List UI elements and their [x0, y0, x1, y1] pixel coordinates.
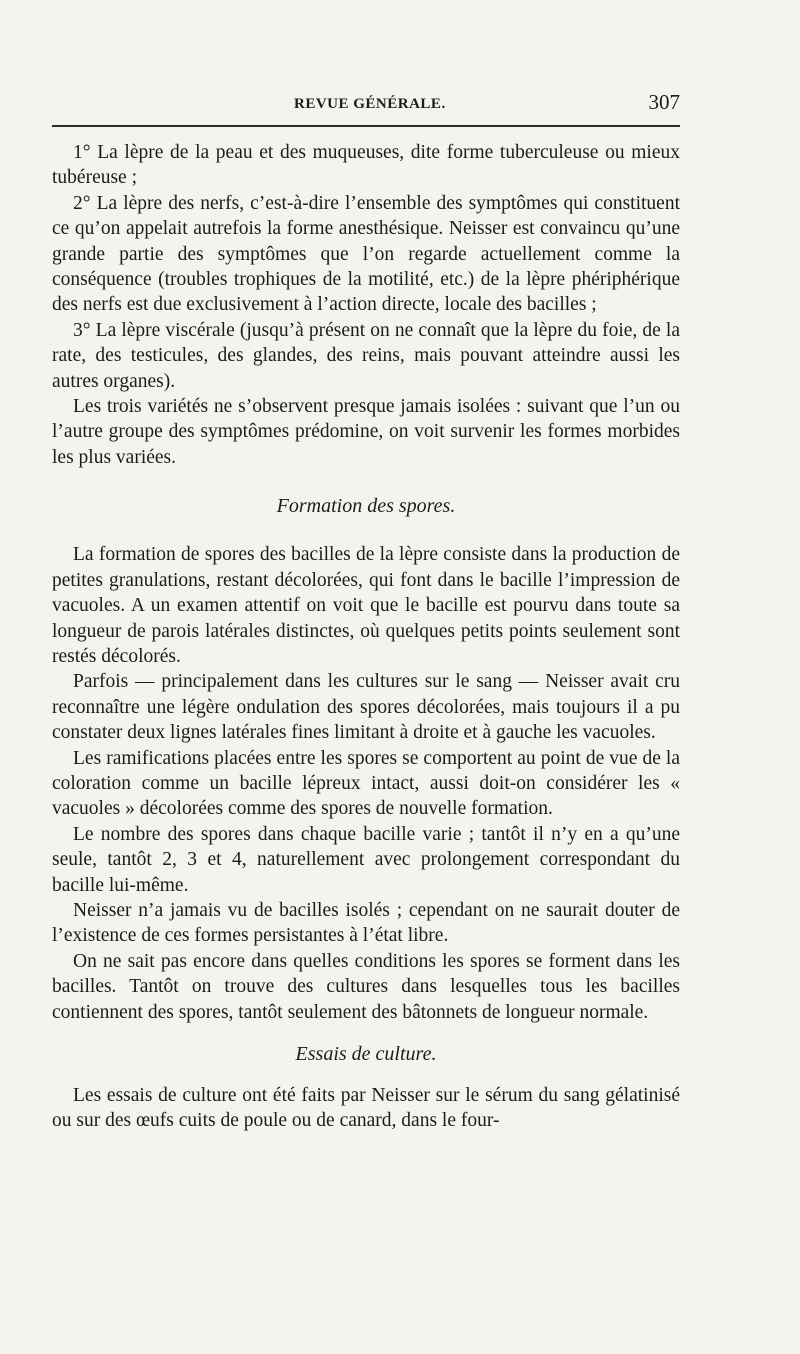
paragraph: Parfois — principalement dans les cultures sur le sang — Neisser avait cru reconnaître une légère ondulation des spores décolorées, mais toujours il a pu constater deux lignes latérales fines limitant à droite et à gauche les vacuoles. — [52, 671, 680, 744]
running-head: REVUE GÉNÉRALE. — [294, 96, 446, 112]
paragraph: 3° La lèpre viscérale (jusqu’à présent on ne connaît que la lèpre du foie, de la rate, des testicules, des glandes, des reins, mais pouvant atteindre aussi les autres organes). — [52, 319, 680, 392]
paragraph: Les essais de culture ont été faits par Neisser sur le sérum du sang gélatinisé ou sur des œufs cuits de poule ou de canard, dans le four- — [52, 1085, 680, 1132]
section-heading-formation: Formation des spores. — [276, 495, 456, 518]
paragraph: Le nombre des spores dans chaque bacille varie ; tantôt il n’y en a qu’une seule, tantôt 2, 3 et 4, naturellement avec prolongement correspondant du bacille lui-même. — [52, 823, 680, 896]
paragraph: Neisser n’a jamais vu de bacilles isolés ; cependant on ne saurait douter de l’existence de ces formes persistantes à l’état libre. — [52, 899, 680, 947]
paragraph: 1° La lèpre de la peau et des muqueuses, dite forme tuberculeuse ou mieux tubéreuse ; — [52, 142, 680, 189]
paragraph: 2° La lèpre des nerfs, c’est-à-dire l’ensemble des symptômes qui constituent ce qu’on appelait autrefois la forme anesthésique. Neisser est convaincu qu’une grande partie des symptômes que l’on regarde actuellement comme la conséquence (troubles trophiques de la motilité, etc.) de la lèpre phériphérique des nerfs est due exclusivement à l’action directe, locale des bacilles ; — [52, 192, 680, 316]
paragraph: Les trois variétés ne s’observent presque jamais isolées : suivant que l’un ou l’autre groupe des symptômes prédomine, on voit survenir les formes morbides les plus variées. — [52, 396, 680, 468]
paragraph: La formation de spores des bacilles de la lèpre consiste dans la production de petites granulations, restant décolorées, qui font dans le bacille l’impression de vacuoles. A un examen attentif on voit que le bacille est pourvu dans toute sa longueur de parois latérales distinctes, où quelques petits points seulement sont restés décolorés. — [52, 544, 680, 667]
page-header — [52, 88, 680, 118]
paragraph: On ne sait pas encore dans quelles conditions les spores se forment dans les bacilles. Tantôt on trouve des cultures dans lesquelles tous les bacilles contiennent des spores, tantôt seulement des bâtonnets de longueur normale. — [52, 950, 680, 1023]
paragraph: Les ramifications placées entre les spores se comportent au point de vue de la coloration comme un bacille lépreux intact, aussi doit-on considérer les « vacuoles » décolorées comme des spores de nouvelle formation. — [52, 747, 680, 820]
page-number: 307 — [648, 90, 680, 114]
body-text — [52, 140, 680, 1134]
section-heading-essais: Essais de culture. — [295, 1043, 437, 1065]
header-rule — [52, 125, 680, 127]
